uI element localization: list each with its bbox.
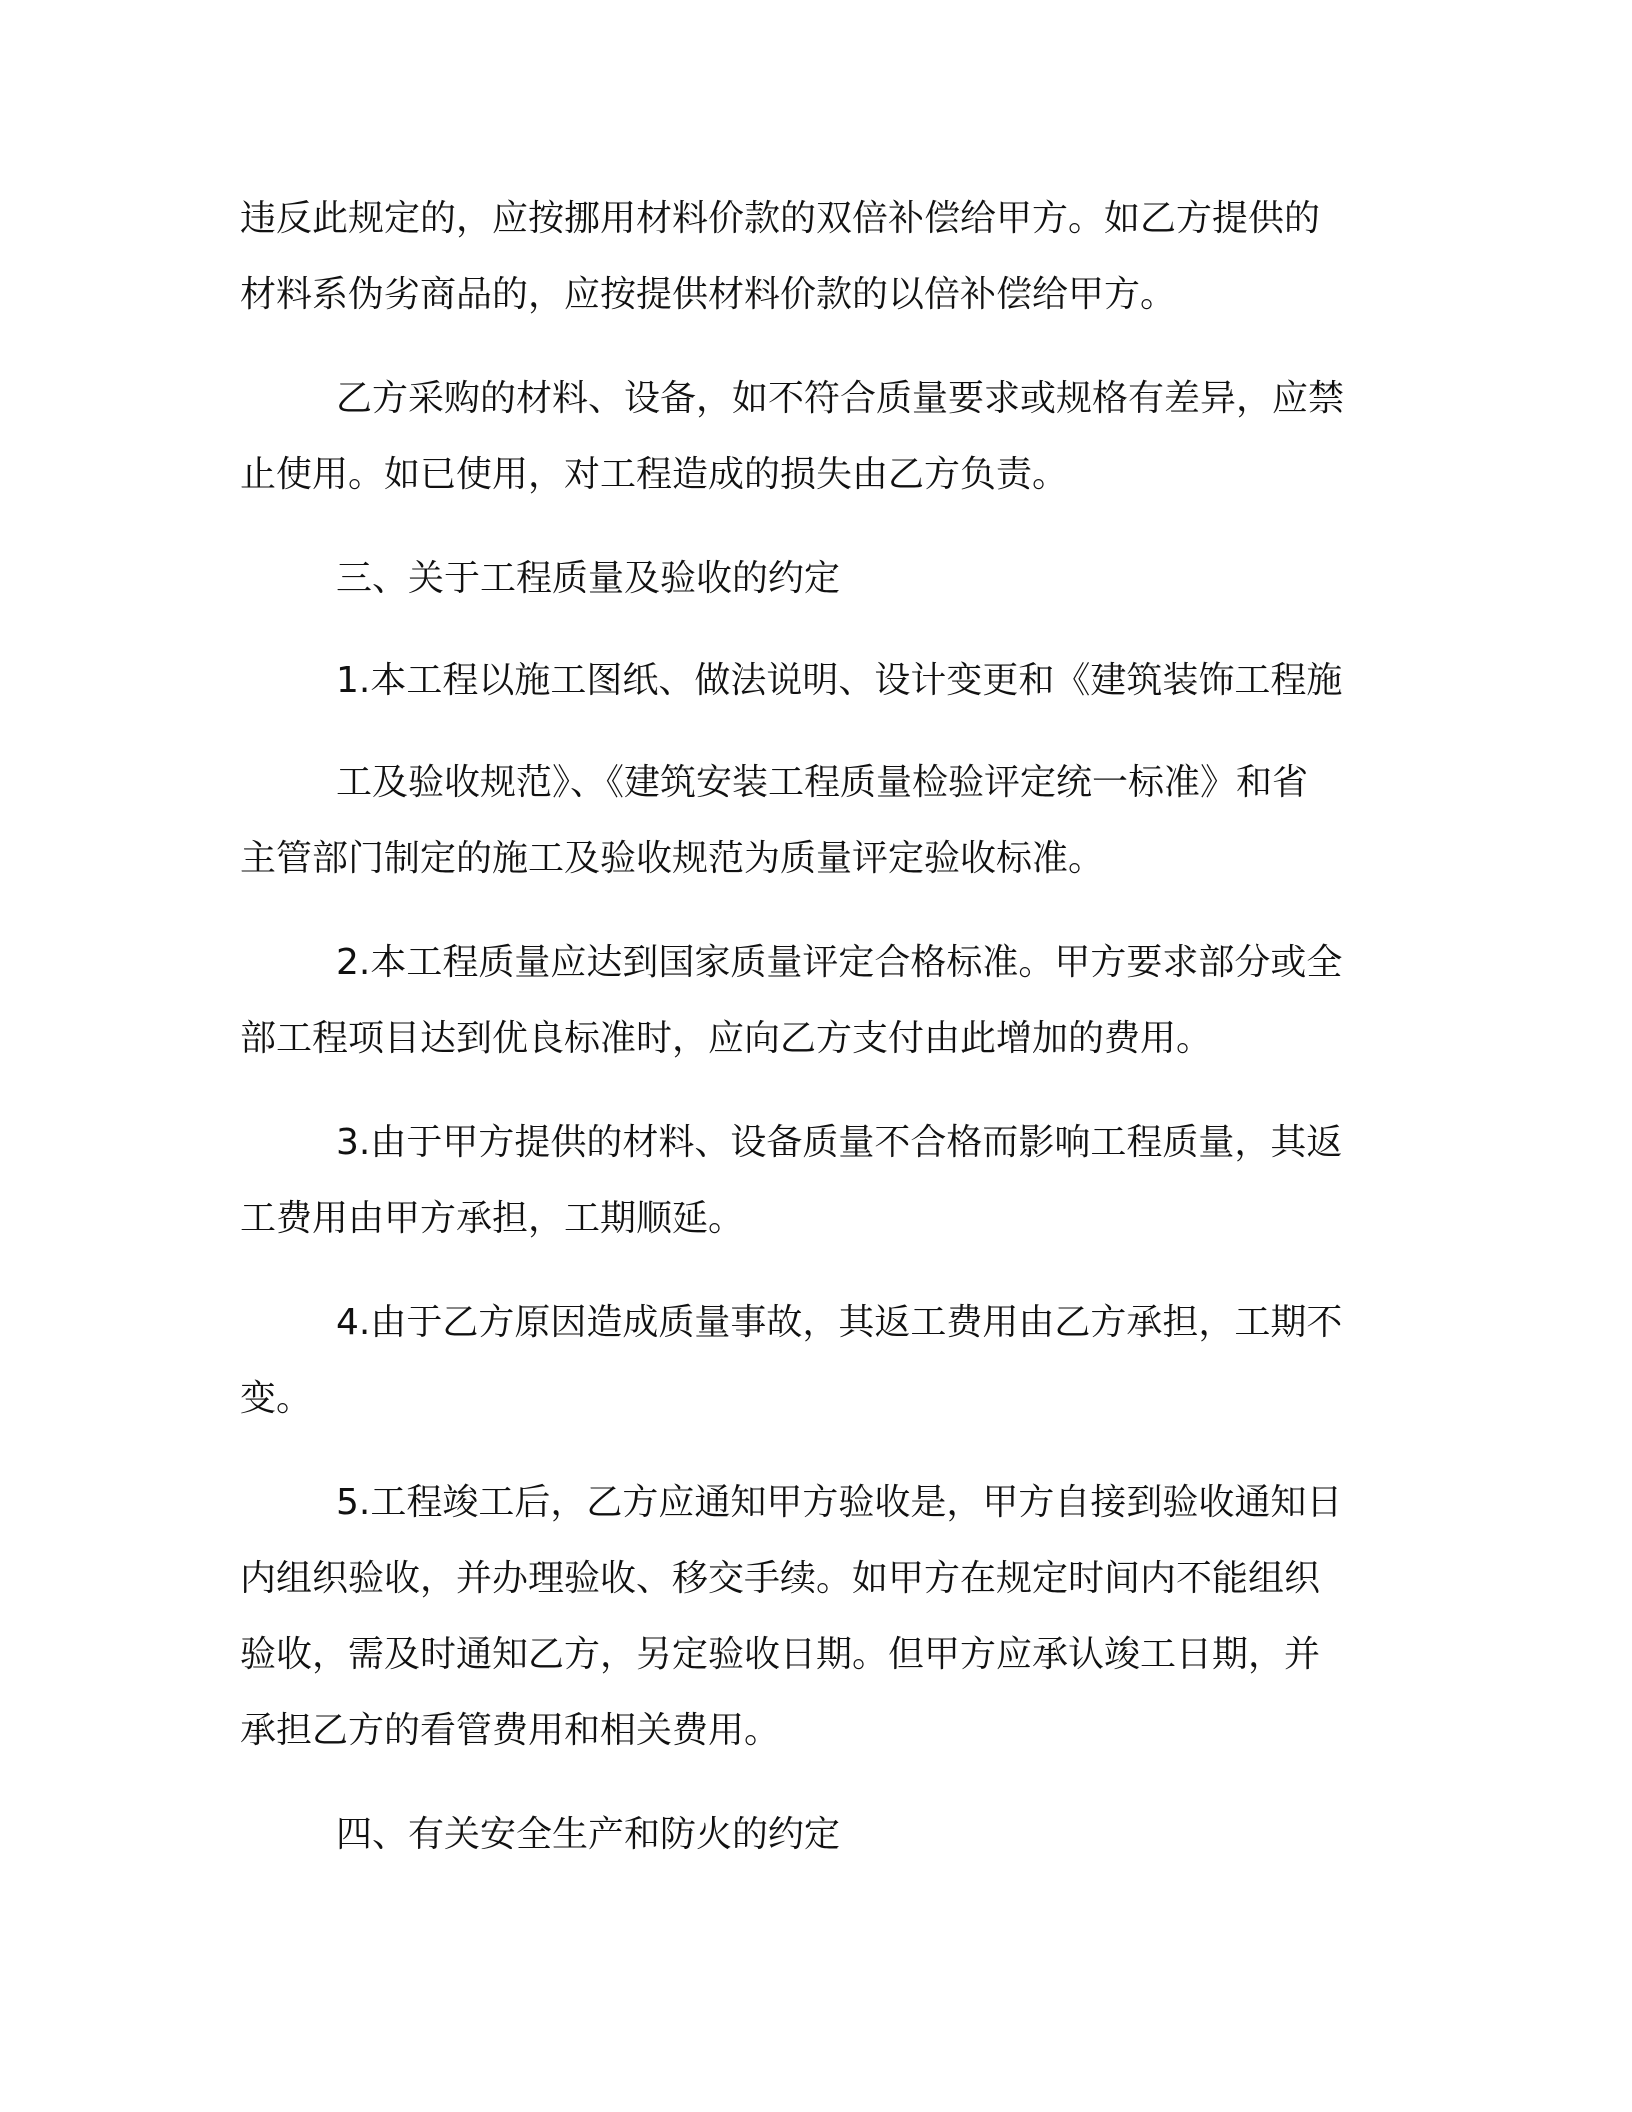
text-line: 主管部门制定的施工及验收规范为质量评定验收标准。	[240, 838, 1105, 879]
paragraph-line: 乙方采购的材料、设备，如不符合质量要求或规格有差异，应禁	[336, 378, 1345, 419]
clause-line: 2.本工程质量应达到国家质量评定合格标准。甲方要求部分或全	[336, 942, 1343, 983]
text-line: 止使用。如已使用，对工程造成的损失由乙方负责。	[240, 454, 1069, 495]
text-line: 材料系伪劣商品的，应按提供材料价款的以倍补偿给甲方。	[240, 274, 1177, 315]
section-heading: 三、关于工程质量及验收的约定	[336, 558, 841, 599]
clause-line: 3.由于甲方提供的材料、设备质量不合格而影响工程质量，其返	[336, 1122, 1343, 1163]
text-line: 内组织验收，并办理验收、移交手续。如甲方在规定时间内不能组织	[240, 1558, 1321, 1599]
section-heading: 四、有关安全生产和防火的约定	[336, 1814, 841, 1855]
text-line: 工及验收规范》、《建筑安装工程质量检验评定统一标准》和省	[336, 762, 1309, 803]
text-line: 验收，需及时通知乙方，另定验收日期。但甲方应承认竣工日期，并	[240, 1634, 1321, 1675]
text-line: 承担乙方的看管费用和相关费用。	[240, 1710, 781, 1751]
text-line: 部工程项目达到优良标准时，应向乙方支付由此增加的费用。	[240, 1018, 1213, 1059]
text-line: 变。	[240, 1378, 313, 1419]
clause-line: 1.本工程以施工图纸、做法说明、设计变更和《建筑装饰工程施	[336, 660, 1343, 701]
clause-line: 5.工程竣工后，乙方应通知甲方验收是，甲方自接到验收通知日	[336, 1482, 1343, 1523]
text-line: 工费用由甲方承担，工期顺延。	[240, 1198, 745, 1239]
clause-line: 4.由于乙方原因造成质量事故，其返工费用由乙方承担，工期不	[336, 1302, 1343, 1343]
text-line: 违反此规定的，应按挪用材料价款的双倍补偿给甲方。如乙方提供的	[240, 198, 1321, 239]
